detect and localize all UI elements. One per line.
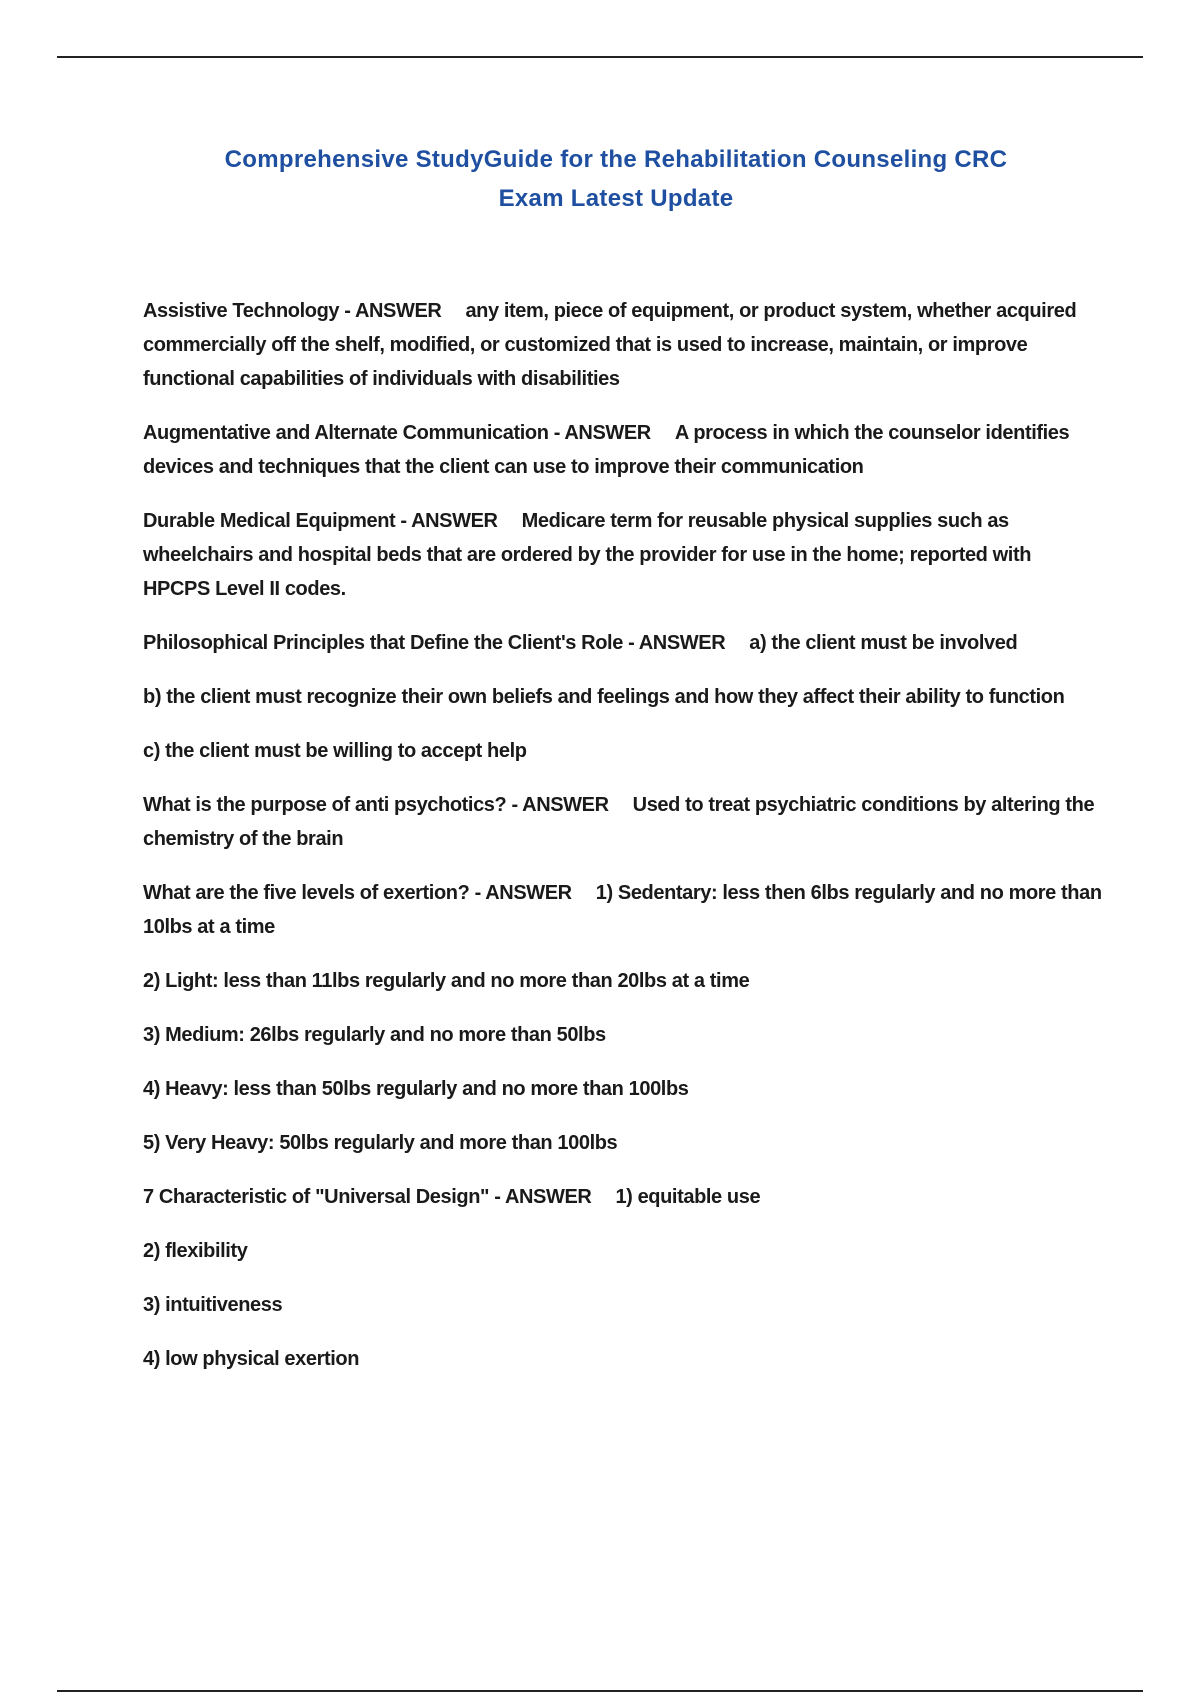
page-title [100,140,1132,218]
entry-term: Durable Medical Equipment - ANSWER [143,510,498,532]
entry-universal-design [143,1180,1103,1214]
entry-continuation: 3) Medium: 26lbs regularly and no more than 50lbs [143,1024,606,1046]
entry-term: What is the purpose of anti psychotics? - ANSWER [143,794,609,816]
entry-continuation: b) the client must recognize their own beliefs and feelings and how they affect their ability to function [143,686,1065,708]
entry-assistive-technology [143,294,1103,396]
entry-answer: 1) equitable use [615,1186,761,1208]
title-line-2: Exam Latest Update [498,185,734,212]
entry-answer: a) the client must be involved [749,632,1018,654]
entry-durable-medical-equipment [143,504,1103,606]
entry-term: Augmentative and Alternate Communication - ANSWER [143,422,651,444]
entry-continuation: 4) low physical exertion [143,1348,360,1370]
title-line-1: Comprehensive StudyGuide for the Rehabilitation Counseling CRC [224,146,1008,173]
entry-term: Philosophical Principles that Define the Client's Role - ANSWER [143,632,726,654]
entry-term: 7 Characteristic of "Universal Design" - ANSWER [143,1186,592,1208]
entry-term: Assistive Technology - ANSWER [143,300,442,322]
entry-answer: A process in which the counselor identifies devices and techniques that the client can use to improve their communication [143,422,1070,478]
entry-answer: any item, piece of equipment, or product system, whether acquired commercially off the shelf, modified, or customized that is used to increase, maintain, or improve functional capabilities of individuals with disabilities [143,300,1077,390]
entry-answer: 1) Sedentary: less then 6lbs regularly and no more than 10lbs at a time [143,882,1102,938]
entry-continuation: 2) flexibility [143,1240,248,1262]
entry-answer: Used to treat psychiatric conditions by altering the chemistry of the brain [143,794,1095,850]
entry-anti-psychotics [143,788,1103,856]
entry-continuation: 2) Light: less than 11lbs regularly and no more than 20lbs at a time [143,970,750,992]
entry-continuation: c) the client must be willing to accept help [143,740,527,762]
entry-augmentative-communication [143,416,1103,484]
entry-continuation: 5) Very Heavy: 50lbs regularly and more than 100lbs [143,1132,618,1154]
entry-answer: Medicare term for reusable physical supplies such as wheelchairs and hospital beds that are ordered by the provider for use in the home; reported with HPCPS Level II codes. [143,510,1032,600]
entry-term: What are the five levels of exertion? - ANSWER [143,882,572,904]
entry-continuation: 4) Heavy: less than 50lbs regularly and no more than 100lbs [143,1078,689,1100]
entry-continuation: 3) intuitiveness [143,1294,283,1316]
bottom-rule [57,1690,1143,1692]
entry-philosophical-principles [143,626,1103,660]
study-content [143,294,1103,1396]
top-rule [57,56,1143,58]
entry-exertion-levels [143,876,1103,944]
